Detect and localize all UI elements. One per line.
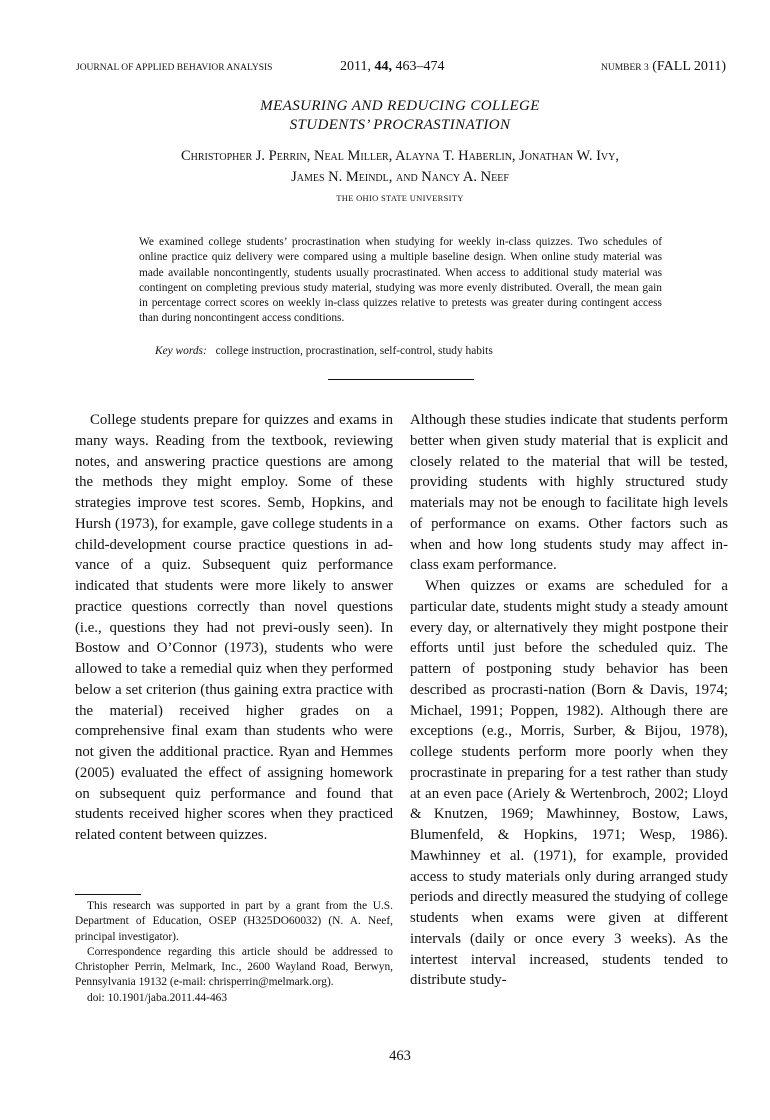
title-line-1: MEASURING AND REDUCING COLLEGE [260,98,540,114]
body-paragraph: College students prepare for quizzes and exams in many ways. Reading from the textbook, reviewing notes, and answering practice questions are among the methods they might employ. Some of these strategies improve test scores. Semb, Hopkins, and Hursh (1973), for example, gave college students in a child-development course practice questions in ad-vance of a quiz. Subsequent quiz performance indicated that students were more likely to answer practice questions correctly than novel questions (i.e., questions they had not previ-ously seen). In Bostow and O’Connor (1973), students who were allowed to take a remedial quiz when they performed below a set criterion (thus gaining extra practice with the material) received higher grades on a comprehensive final exam than students who were not given the additional practice. Ryan and Hemmes (2005) evaluated the effect of assigning homework on subsequent quiz performance and found that students received higher scores when they practiced related content between quizzes. [75,412,393,843]
journal-name: JOURNAL OF APPLIED BEHAVIOR ANALYSIS [76,63,273,73]
body-column-left [75,410,393,846]
body-column-right [410,410,728,991]
authors-line-2: James N. Meindl, and Nancy A. Neef [291,169,509,185]
title-line-2: STUDENTS’ PROCRASTINATION [289,117,511,133]
footnote-correspondence: Correspondence regarding this article should be addressed to Christopher Perrin, Melmark, Inc., 2600 Wayland Road, Berwyn, Pennsylvania 19132 (e-mail: chrisperrin@melmark.org). [75,945,393,989]
keywords-label: Key words: [155,345,207,357]
keywords [155,345,493,357]
citation-volume: 44, [374,59,392,74]
issue-info [601,59,726,75]
footnote-doi: doi: 10.1901/jaba.2011.44-463 [87,991,228,1004]
footnote-funding: This research was supported in part by a grant from the U.S. Department of Education, OSEP (H325DO60032) (N. A. Neef, principal investigator). [75,900,393,943]
affiliation: THE OHIO STATE UNIVERSITY [336,193,464,203]
footnote-divider [75,894,141,895]
article-title [0,97,770,135]
citation-pages: 463–474 [395,59,445,74]
footnotes [75,899,393,1006]
page-number: 463 [389,1048,411,1064]
citation [340,59,444,75]
keywords-text: college instruction, procrastination, self-control, study habits [215,345,493,357]
abstract: We examined college students’ procrastination when studying for weekly in-class quizzes. Two schedules of online practice quiz delivery were compared using a multiple baseline design. When online study material was made available noncontingently, students usually procrastinated. When access to additional study material was contingent on completing previous study material, studying was more evenly distributed. Overall, the mean gain in percentage correct scores on weekly in-class quizzes relative to pretests was greater during contingent access than during noncontingent access conditions. [139,236,662,325]
body-paragraph: Although these studies indicate that students perform better when given study material that is explicit and closely related to the material that will be tested, providing students with highly structured study materials may not be enough to facilitate high levels of performance on exams. Other factors such as when and how long students study may affect in-class exam performance. [410,412,728,574]
body-paragraph: When quizzes or exams are scheduled for a particular date, students might study a steady amount every day, or alternatively they might postpone their efforts until just before the scheduled quiz. The pattern of postponing study behavior has been described as procrasti-nation (Born & Davis, 1974; Michael, 1991; Poppen, 1982). Although there are exceptions (e.g., Morris, Surber, & Bijou, 1978), college students perform more poorly when they procrastinate in preparing for a test rather than study at an even pace (Ariely & Wertenbroch, 2002; Lloyd & Knutzen, 1969; Mawhinney, Bostow, Laws, Blumenfeld, & Hopkins, 1971; Wesp, 1986). Mawhinney et al. (1971), for example, provided access to study materials only during arranged study periods and directly measured the studying of college students when exams were given at different intervals (daily or once every 3 weeks). As the intertest interval increased, students tended to distribute study- [410,578,728,989]
issue-season: (FALL 2011) [652,59,726,74]
author-list [0,146,770,188]
section-divider [328,379,474,380]
issue-number: NUMBER 3 [600,63,649,73]
citation-year: 2011, [340,59,371,74]
authors-line-1: Christopher J. Perrin, Neal Miller, Alayna T. Haberlin, Jonathan W. Ivy, [180,148,620,164]
